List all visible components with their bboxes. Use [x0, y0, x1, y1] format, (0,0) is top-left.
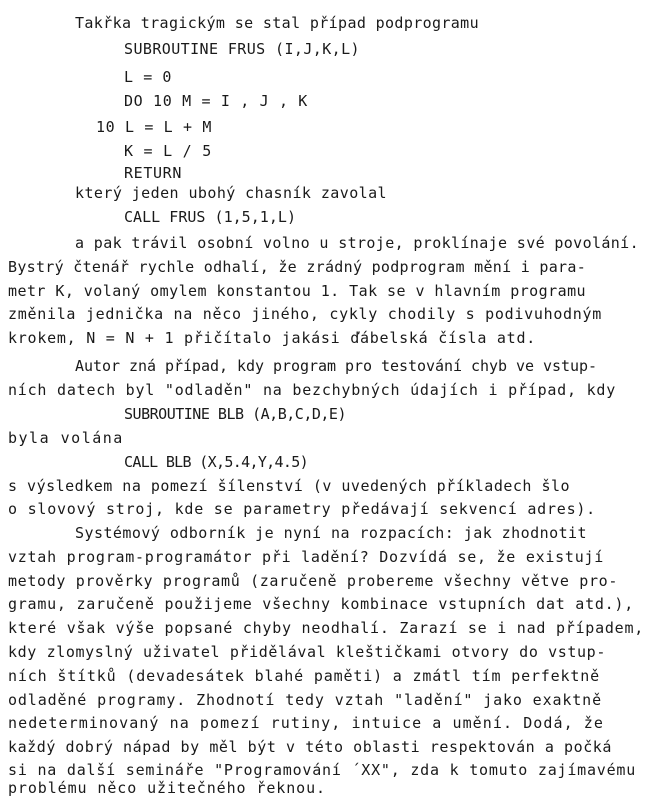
- text-line: s výsledkem na pomezí šílenství (v uvedených příkladech šlo: [8, 477, 571, 495]
- text-line: Systémový odborník je nyní na rozpacích: jak zhodnotit: [75, 524, 588, 542]
- text-line: problému něco užitečného řeknou.: [8, 779, 326, 797]
- code-line: CALL BLB (X,5.4,Y,4.5): [124, 453, 309, 471]
- text-line: každý dobrý nápad by měl být v této oblasti respektován a počká: [8, 738, 612, 756]
- code-line: SUBROUTINE FRUS (I,J,K,L): [124, 40, 360, 58]
- text-line: ních datech byl "odladěn" na bezchybných údajích i případ, kdy: [8, 381, 617, 399]
- text-line: gramu, zaručeně použijeme všechny kombinace vstupních dat atd.),: [8, 595, 634, 613]
- text-line: si na další semináře "Programování ´XX", zda k tomuto zajímavému: [8, 761, 637, 779]
- text-line: Takřka tragickým se stal případ podprogramu: [75, 14, 479, 32]
- code-line: L = 0: [124, 68, 172, 86]
- text-line: a pak trávil osobní volno u stroje, proklínaje své povolání.: [75, 234, 639, 252]
- text-line: kdy zlomyslný uživatel přidělával kleštičkami otvory do vstup-: [8, 643, 606, 661]
- text-line: vztah program-programátor při ladění? Dozvídá se, že existují: [8, 548, 605, 566]
- text-line: ních štítků (devadesátek blahé paměti) a zmátl tím perfektně: [8, 667, 601, 685]
- text-line: metr K, volaný omylem konstantou 1. Tak se v hlavním programu: [8, 282, 587, 300]
- code-line: CALL FRUS (1,5,1,L): [124, 208, 297, 226]
- text-line: odladěné programy. Zhodnotí tedy vztah "ladění" jako exaktně: [8, 691, 602, 709]
- code-line: 10 L = L + M: [96, 118, 213, 136]
- text-line: metody prověrky programů (zaručeně probereme všechny větve pro-: [8, 572, 619, 590]
- text-line: krokem, N = N + 1 přičítalo jakási ďábelská čísla atd.: [8, 329, 536, 347]
- text-line: změnila jednička na něco jiného, cykly chodily s podivuhodným: [8, 305, 603, 323]
- text-line: nedeterminovaný na pomezí rutiny, intuice a umění. Dodá, že: [8, 714, 605, 732]
- text-line: o slovový stroj, kde se parametry předávají sekvencí adres).: [8, 500, 596, 518]
- code-line: K = L / 5: [124, 142, 212, 160]
- code-line: SUBROUTINE BLB (A,B,C,D,E): [124, 405, 347, 423]
- code-line: RETURN: [124, 164, 182, 182]
- text-line: byla volána: [8, 429, 124, 447]
- text-line: Autor zná případ, kdy program pro testování chyb ve vstup-: [75, 357, 597, 375]
- text-line: které však výše popsané chyby neodhalí. Zarazí se i nad případem,: [8, 619, 645, 637]
- text-line: Bystrý čtenář rychle odhalí, že zrádný podprogram mění i para-: [8, 258, 587, 276]
- code-line: DO 10 M = I , J , K: [124, 92, 308, 110]
- text-line: který jeden ubohý chasník zavolal: [75, 184, 388, 202]
